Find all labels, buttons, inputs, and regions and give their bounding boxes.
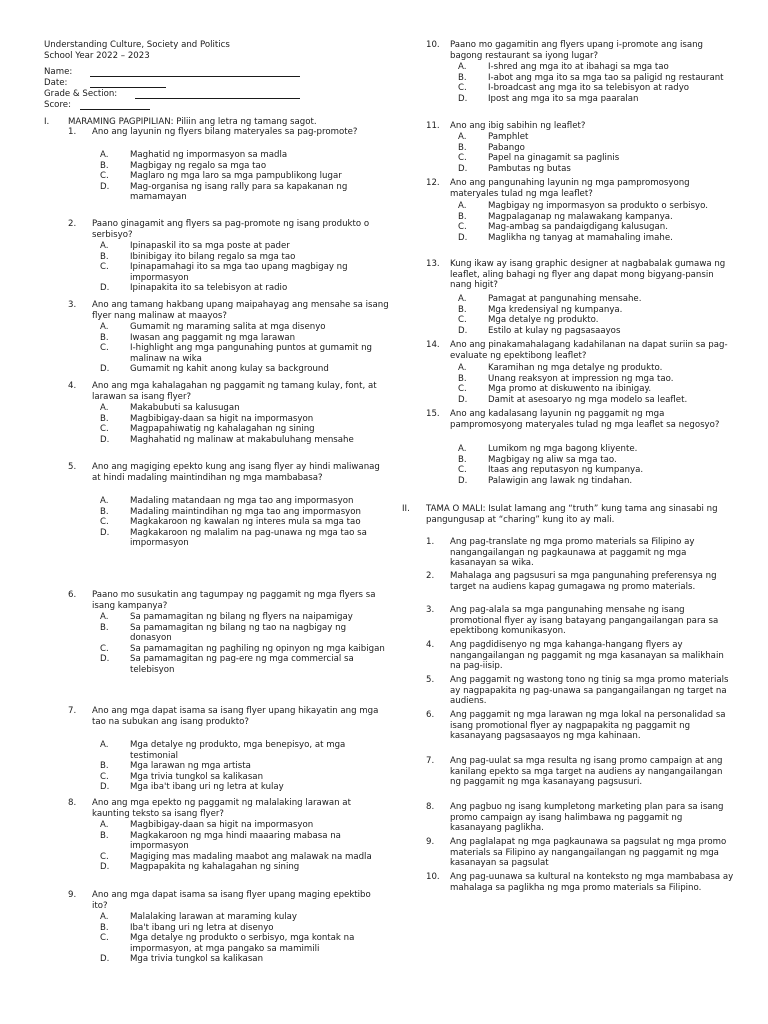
statement-text: Mahalaga ang pagsusuri sa mga pangunahing preferensya ng target na audiens kapag gumagawa ng promo materials. [450,571,717,592]
question-9-options [100,912,389,965]
option-6b[interactable]: B. Sa pamamagitan ng bilang ng tao na nagbigay ng donasyon [100,622,347,644]
statement-text: Ang pagdidisenyo ng mga kahanga-hangang flyers ay nangangailangan ng paggamit ng mga kasanayan sa malikhain na pag-iisip. [450,640,724,672]
question-text: Ano ang kadalasang layunin ng paggamit ng mga pampromosyong materyales tulad ng mga leaflet sa negosyo? [450,409,720,430]
option-13d[interactable]: D. Estilo at kulay ng pagsasaayos [458,325,621,336]
option-7b[interactable]: B. Mga larawan ng mga artista [100,761,251,772]
grade-section-field[interactable] [44,89,117,100]
date-field[interactable] [44,78,67,89]
option-11d[interactable]: D. Pambutas ng butas [458,163,571,174]
score-label: Score: [44,100,71,110]
option-6c[interactable]: C. Sa pamamagitan ng paghiling ng opinyon ng mga kaibigan [100,643,385,654]
statement-text: Ang paggamit ng mga larawan ng mga lokal na personalidad sa isang promotional flyer ay nagpapakita ng paggamit ng kasanayang pagsasaayos ng mga kahinaan. [450,710,726,742]
question-text: Paano mo susukatin ang tagumpay ng paggamit ng mga flyers sa isang kampanya? [92,590,376,611]
option-8d[interactable]: D. Magpapakita ng kahalagahan ng sining [100,862,300,873]
option-9c[interactable]: C. Mga detalye ng produkto o serbisyo, mga kontak na impormasyon, at mga pangako sa mamimili [100,933,355,954]
question-text: Ano ang layunin ng flyers bilang materyales sa pag-promote? [92,127,358,137]
question-13-options [458,294,734,336]
question-11-options [458,132,734,174]
option-5c[interactable]: C. Magkakaroon ng kawalan ng interes mula sa mga tao [100,517,361,528]
option-4a[interactable]: A. Makabubuti sa kalusugan [100,403,240,413]
option-13b[interactable]: B. Mga kredensiyal ng kumpanya. [458,304,623,315]
option-14d[interactable]: D. Damit at asesoaryo ng mga modelo sa leaflet. [458,394,688,405]
option-9b[interactable]: B. Iba't ibang uri ng letra at disenyo [100,922,274,933]
date-line[interactable] [90,87,166,88]
question-text: Ano ang magiging epekto kung ang isang flyer ay hindi maliwanag at hindi madaling maintindihan ng mga mambabasa? [92,462,380,483]
question-5-options [100,496,389,549]
option-9d[interactable]: D. Mga trivia tungkol sa kalikasan [100,954,264,965]
question-text: Ano ang mga dapat isama sa isang flyer upang maging epektibo ito? [92,890,371,911]
grade-section-line[interactable] [135,98,300,99]
name-line[interactable] [90,76,300,77]
question-text: Ano ang ibig sabihin ng leaflet? [450,121,586,131]
question-1-options [100,150,389,203]
option-1c[interactable]: C. Maglaro ng mga laro sa mga pampublikong lugar [100,171,342,182]
option-2b[interactable]: B. Ibinibigay ito bilang regalo sa mga tao [100,251,296,262]
option-10a[interactable]: A. I-shred ang mga ito at ibahagi sa mga tao [458,62,669,72]
option-6d[interactable]: D. Sa pamamagitan ng pag-ere ng mga commercial sa telebisyon [100,654,354,675]
option-13a[interactable]: A. Pamagat at pangunahing mensahe. [458,294,642,304]
question-6-options [100,612,389,676]
option-5b[interactable]: B. Madaling maintindihan ng mga tao ang impormasyon [100,506,361,517]
statement-text: Ang paggamit ng wastong tono ng tinig sa mga promo materials ay nagpapakita ng pag-unawa sa pangangailangan ng target na audiens. [450,675,729,707]
option-11c[interactable]: C. Papel na ginagamit sa paglinis [458,153,620,164]
option-7c[interactable]: C. Mga trivia tungkol sa kalikasan [100,771,264,782]
option-10b[interactable]: B. I-abot ang mga ito sa mga tao sa paligid ng restaurant [458,72,724,83]
option-4b[interactable]: B. Magbibigay-daan sa higit na impormasyon [100,413,314,424]
option-7d[interactable]: D. Mga iba't ibang uri ng letra at kulay [100,782,284,793]
option-3d[interactable]: D. Gumamit ng kahit anong kulay sa background [100,364,329,375]
option-8b[interactable]: B. Magkakaroon ng mga hindi maaaring mabasa na impormasyon [100,830,341,852]
option-3b[interactable]: B. Iwasan ang paggamit ng mga larawan [100,332,296,343]
section-1-numeral: I. [44,117,50,127]
option-15b[interactable]: B. Magbigay ng aliw sa mga tao. [458,454,617,465]
option-13c[interactable]: C. Mga detalye ng produkto. [458,315,599,326]
question-2-options [100,241,389,294]
option-15d[interactable]: D. Palawigin ang lawak ng tindahan. [458,475,633,486]
question-text: Ano ang mga kahalagahan ng paggamit ng tamang kulay, font, at larawan sa isang flyer? [92,381,377,402]
option-1d[interactable]: D. Mag-organisa ng isang rally para sa kapakanan ng mamamayan [100,181,348,203]
option-7a[interactable]: A. Mga detalye ng produkto, mga benepisyo, at mga testimonial [100,740,346,761]
question-3-options [100,322,389,375]
statement-text: Ang pag-uulat sa mga resulta ng isang promo campaign at ang kanilang epekto sa mga target na audiens ay nangangailangan ng paggamit ng mga kasanayang pagsusuri. [450,756,723,788]
option-3c[interactable]: C. I-highlight ang mga pangunahing puntos at gumamit ng malinaw na wika [100,343,372,364]
question-15-options [458,444,734,486]
statement-text: Ang pag-translate ng mga promo materials sa Filipino ay nangangailangan ng pagkaunawa at paggamit ng mga kasanayan sa wika. [450,537,695,569]
question-text: Paano ginagamit ang flyers sa pag-promote ng isang produkto o serbisyo? [92,219,370,240]
option-2a[interactable]: A. Ipinapaskil ito sa mga poste at pader [100,241,290,251]
question-8-options [100,820,389,873]
option-10c[interactable]: C. I-broadcast ang mga ito sa telebisyon at radyo [458,83,690,94]
option-5d[interactable]: D. Magkakaroon ng malalim na pag-unawa ng mga tao sa impormasyon [100,527,367,549]
question-7-options [100,740,389,793]
question-text: Ano ang tamang hakbang upang maipahayag ang mensahe sa isang flyer nang malinaw at maayos? [92,300,389,321]
name-field[interactable] [44,67,72,78]
option-12d[interactable]: D. Maglikha ng tanyag at mamahaling imahe. [458,232,673,243]
question-4-options [100,403,389,445]
option-14b[interactable]: B. Unang reaksyon at impression ng mga tao. [458,373,674,384]
option-5a[interactable]: A. Madaling matandaan ng mga tao ang impormasyon [100,496,354,506]
section-2-numeral: II. [402,504,410,514]
option-3a[interactable]: A. Gumamit ng maraming salita at mga disenyo [100,322,326,332]
score-field[interactable] [44,100,71,111]
option-2c[interactable]: C. Ipinapamahagi ito sa mga tao upang magbigay ng impormasyon [100,262,348,283]
option-4c[interactable]: C. Magpapahiwatig ng kahalagahan ng sining [100,424,315,435]
option-12b[interactable]: B. Magpalaganap ng malawakang kampanya. [458,211,673,222]
option-12a[interactable]: A. Magbigay ng impormasyon sa produkto o serbisyo. [458,201,708,211]
score-line[interactable] [80,109,150,110]
question-text: Ano ang pinakamahalagang kadahilanan na dapat suriin sa pag-evaluate ng epektibong leaflet? [450,340,728,361]
option-11a[interactable]: A. Pamphlet [458,132,529,142]
statement-text: Ang paglalapat ng mga pagkaunawa sa pagsulat ng mga promo materials sa Filipino ay nangangailangan ng paggamit ng mga kasanayan sa pagsulat [450,837,727,869]
course-title: Understanding Culture, Society and Politics [44,40,230,50]
question-14-options [458,363,734,405]
option-15a[interactable]: A. Lumikom ng mga bagong kliyente. [458,444,638,454]
option-14a[interactable]: A. Karamihan ng mga detalye ng produkto. [458,363,663,373]
name-label: Name: [44,67,73,77]
option-8c[interactable]: C. Magiging mas madaling maabot ang malawak na madla [100,851,372,862]
section-1-title: MARAMING PAGPIPILIAN: Piliin ang letra ng tamang sagot. [68,117,317,127]
option-12c[interactable]: C. Mag-ambag sa pandaigdigang kalusugan. [458,222,668,233]
document-header [44,40,389,61]
question-12-options [458,201,734,243]
option-10d[interactable]: D. Ipost ang mga ito sa mga paaralan [458,93,639,104]
question-text: Ano ang mga dapat isama sa isang flyer upang hikayatin ang mga tao na subukan ang isang produkto? [92,706,379,727]
question-10-options [458,62,734,104]
option-15c[interactable]: C. Itaas ang reputasyon ng kumpanya. [458,465,644,476]
option-4d[interactable]: D. Maghahatid ng malinaw at makabuluhang mensahe [100,434,354,445]
statement-text: Ang pag-uunawa sa kultural na konteksto ng mga mambabasa ay mahalaga sa paglikha ng mga promo materials sa Filipino. [450,872,734,893]
section-2-title: TAMA O MALI: Isulat lamang ang “truth” kung tama ang sinasabi ng pangungusap at “charing” kung ito ay mali. [426,504,718,525]
question-text: Paano mo gagamitin ang flyers upang i-promote ang isang bagong restaurant sa iyong lugar? [450,40,703,61]
option-6a[interactable]: A. Sa pamamagitan ng bilang ng flyers na naipamigay [100,612,353,622]
grade-section-label: Grade & Section: [44,89,118,99]
option-8a[interactable]: A. Magbibigay-daan sa higit na impormasyon [100,820,314,830]
question-text: Kung ikaw ay isang graphic designer at nagbabalak gumawa ng leaflet, aling bahagi ng flyer ang dapat mong bigyang-pansin nang higit? [450,259,726,291]
school-year: School Year 2022 – 2023 [44,50,150,61]
option-1b[interactable]: B. Magbigay ng regalo sa mga tao [100,160,267,171]
date-label: Date: [44,78,68,88]
statement-text: Ang pag-alala sa mga pangunahing mensahe ng isang promotional flyer ay isang batayang pangangailangan para sa epektibong komunikasyon. [450,605,719,637]
question-text: Ano ang mga epekto ng paggamit ng malalaking larawan at kaunting teksto sa isang flyer? [92,798,351,819]
option-14c[interactable]: C. Mga promo at diskuwento na ibinigay. [458,384,652,395]
option-2d[interactable]: D. Ipinapakita ito sa telebisyon at radio [100,283,288,294]
option-11b[interactable]: B. Pabango [458,142,525,153]
option-1a[interactable]: A. Maghatid ng impormasyon sa madla [100,150,288,160]
statement-text: Ang pagbuo ng isang kumpletong marketing plan para sa isang promo campaign ay isang halimbawa ng paggamit ng kasanayang paglikha. [450,802,724,834]
option-9a[interactable]: A. Malalaking larawan at maraming kulay [100,912,298,922]
quiz-page: Understanding Culture, Society and Politics School Year 2022 – 2023 Name: Date: Grade & Section: Score: I. MARAMING PAGPIPILIAN: Piliin ang letra ng tamang sagot. 1. Ano ang layunin ng flyers bilang materyales sa pag-promote? A. Maghatid ng impormasyon sa madla B. Magbigay ng regalo sa mga tao C. Maglaro ng mga laro sa mga pampublikong lugar D. Mag-organisa ng isang rally para sa kapakanan ng mamamayan 2. Paano ginagamit ang flyers sa pag-promote ng isang produkto o serbisyo? A. Ipinapaskil ito sa mga poste at pader B. Ibinibigay ito bilang regalo sa mga tao C. Ipinapamahagi ito sa mga tao upang magbigay ng impormasyon D. Ipinapakita ito sa telebisyon at radio 3. Ano ang tamang hakbang upang maipahayag ang mensahe sa isang flyer nang malinaw at maayos? A. Gumamit ng maraming salita at mga disenyo B. Iwasan ang paggamit ng mga larawan C. I-highlight ang mga pangunahing puntos at gumamit ng malinaw na wika D. Gumamit ng kahit anong kulay sa background 4. Ano ang mga kahalagahan ng paggamit ng tamang kulay, font, at larawan sa isang flyer? A. Makabubuti sa kalusugan B. Magbibigay-daan sa higit na impormasyon C. Magpapahiwatig ng kahalagahan ng sining D. Maghahatid ng malinaw at makabuluhang mensahe 5. Ano ang magiging epekto kung ang isang flyer ay hindi maliwanag at hindi madaling maintindihan ng mga mambabasa? A. Madaling matandaan ng mga tao ang impormasyon B. Madaling maintindihan ng mga tao ang impormasyon C. Magkakaroon ng kawalan ng interes mula sa mga tao D. Magkakaroon ng malalim na pag-unawa ng mga tao sa impormasyon 6. Paano mo susukatin ang tagumpay ng paggamit ng mga flyers sa isang kampanya? A. Sa pamamagitan ng bilang ng flyers na naipamigay B. Sa pamamagitan ng bilang ng tao na nagbigay ng donasyon C. Sa pamamagitan ng paghiling ng opinyon ng mga kaibigan D. Sa pamamagitan ng pag-ere ng mga commercial sa telebisyon 7. Ano ang mga dapat isama sa isang flyer upang hikayatin ang mga tao na subukan ang isang produkto? A. Mga detalye ng produkto, mga benepisyo, at mga testimonial B. Mga larawan ng mga artista C. Mga trivia tungkol sa kalikasan D. Mga iba't ibang uri ng letra at kulay 8. Ano ang mga epekto ng paggamit ng malalaking larawan at kaunting teksto sa isang flyer? A. Magbibigay-daan sa higit na impormasyon B. Magkakaroon ng mga hindi maaaring mabasa na impormasyon C. Magiging mas madaling maabot ang malawak na madla D. Magpapakita ng kahalagahan ng sining 9. Ano ang mga dapat isama sa isang flyer upang maging epektibo ito? A. Malalaking larawan at maraming kulay B. Iba't ibang uri ng letra at disenyo C. Mga detalye ng produkto o serbisyo, mga kontak na impormasyon, at mga pangako sa mamimili D. Mga trivia tungkol sa kalikasan 10. Paano mo gagamitin ang flyers upang i-promote ang isang bagong restaurant sa iyong lugar? A. I-shred ang mga ito at ibahagi sa mga tao B. I-abot ang mga ito sa mga tao sa paligid ng restaurant C. I-broadcast ang mga ito sa telebisyon at radyo D. Ipost ang mga ito sa mga paaralan 11. Ano ang ibig sabihin ng leaflet? A. Pamphlet B. Pabango C. Papel na ginagamit sa paglinis D. Pambutas ng butas 12. Ano ang pangunahing layunin ng mga pampromosyong materyales tulad ng mga leaflet? A. Magbigay ng impormasyon sa produkto o serbisyo. B. Magpalaganap ng malawakang kampanya. C. Mag-ambag sa pandaigdigang kalusugan. D. Maglikha ng tanyag at mamahaling imahe. 13. Kung ikaw ay isang graphic designer at nagbabalak gumawa ng leaflet, aling bahagi ng flyer ang dapat mong bigyang-pansin nang higit? A. Pamagat at pangunahing mensahe. B. Mga kredensiyal ng kumpanya. C. Mga detalye ng produkto. D. Estilo at kulay ng pagsasaayos 14. Ano ang pinakamahalagang kadahilanan na dapat suriin sa pag-evaluate ng epektibong leaflet? A. Karamihan ng mga detalye ng produkto. B. Unang reaksyon at impression ng mga tao. C. Mga promo at diskuwento na ibinigay. D. Damit at asesoaryo ng mga modelo sa leaflet. 15. Ano ang kadalasang layunin ng paggamit ng mga pampromosyong materyales tulad ng mga leaflet sa negosyo? A. Lumikom ng mga bagong kliyente. B. Magbigay ng aliw sa mga tao. C. Itaas ang reputasyon ng kumpanya. D. Palawigin ang lawak ng tindahan. II. TAMA O MALI: Isulat lamang ang “truth” kung tama ang sinasabi ng pangungusap at “charing” kung ito ay mali. 1. Ang pag-translate ng mga promo materials sa Filipino ay nangangailangan ng pagkaunawa at paggamit ng mga kasanayan sa wika. 2. Mahalaga ang pagsusuri sa mga pangunahing preferensya ng target na audiens kapag gumagawa ng promo materials. 3. Ang pag-alala sa mga pangunahing mensahe ng isang promotional flyer ay isang batayang pangangailangan para sa epektibong komunikasyon. 4. Ang pagdidisenyo ng mga kahanga-hangang flyers ay nangangailangan ng paggamit ng mga kasanayan sa malikhain na pag-iisip. 5. Ang paggamit ng wastong tono ng tinig sa mga promo materials ay nagpapakita ng pag-unawa sa pangangailangan ng target na audiens. 6. Ang paggamit ng mga larawan ng mga lokal na personalidad sa isang promotional flyer ay nagpapakita ng paggamit ng kasanayang pagsasaayos ng mga kahinaan. 7. Ang pag-uulat sa mga resulta ng isang promo campaign at ang kanilang epekto sa mga target na audiens ay nangangailangan ng paggamit ng mga kasanayang pagsusuri. 8. Ang pagbuo ng isang kumpletong marketing plan para sa isang promo campaign ay isang halimbawa ng paggamit ng kasanayang paglikha. 9. Ang paglalapat ng mga pagkaunawa sa pagsulat ng mga promo materials sa Filipino ay nangangailangan ng paggamit ng mga kasanayan sa pagsulat 10. Ang pag-uunawa sa kultural na konteksto ng mga mambabasa ay mahalaga sa paglikha ng mga promo materials sa Filipino. [44,40,734,965]
question-text: Ano ang pangunahing layunin ng mga pampromosyong materyales tulad ng mga leaflet? [450,178,690,199]
